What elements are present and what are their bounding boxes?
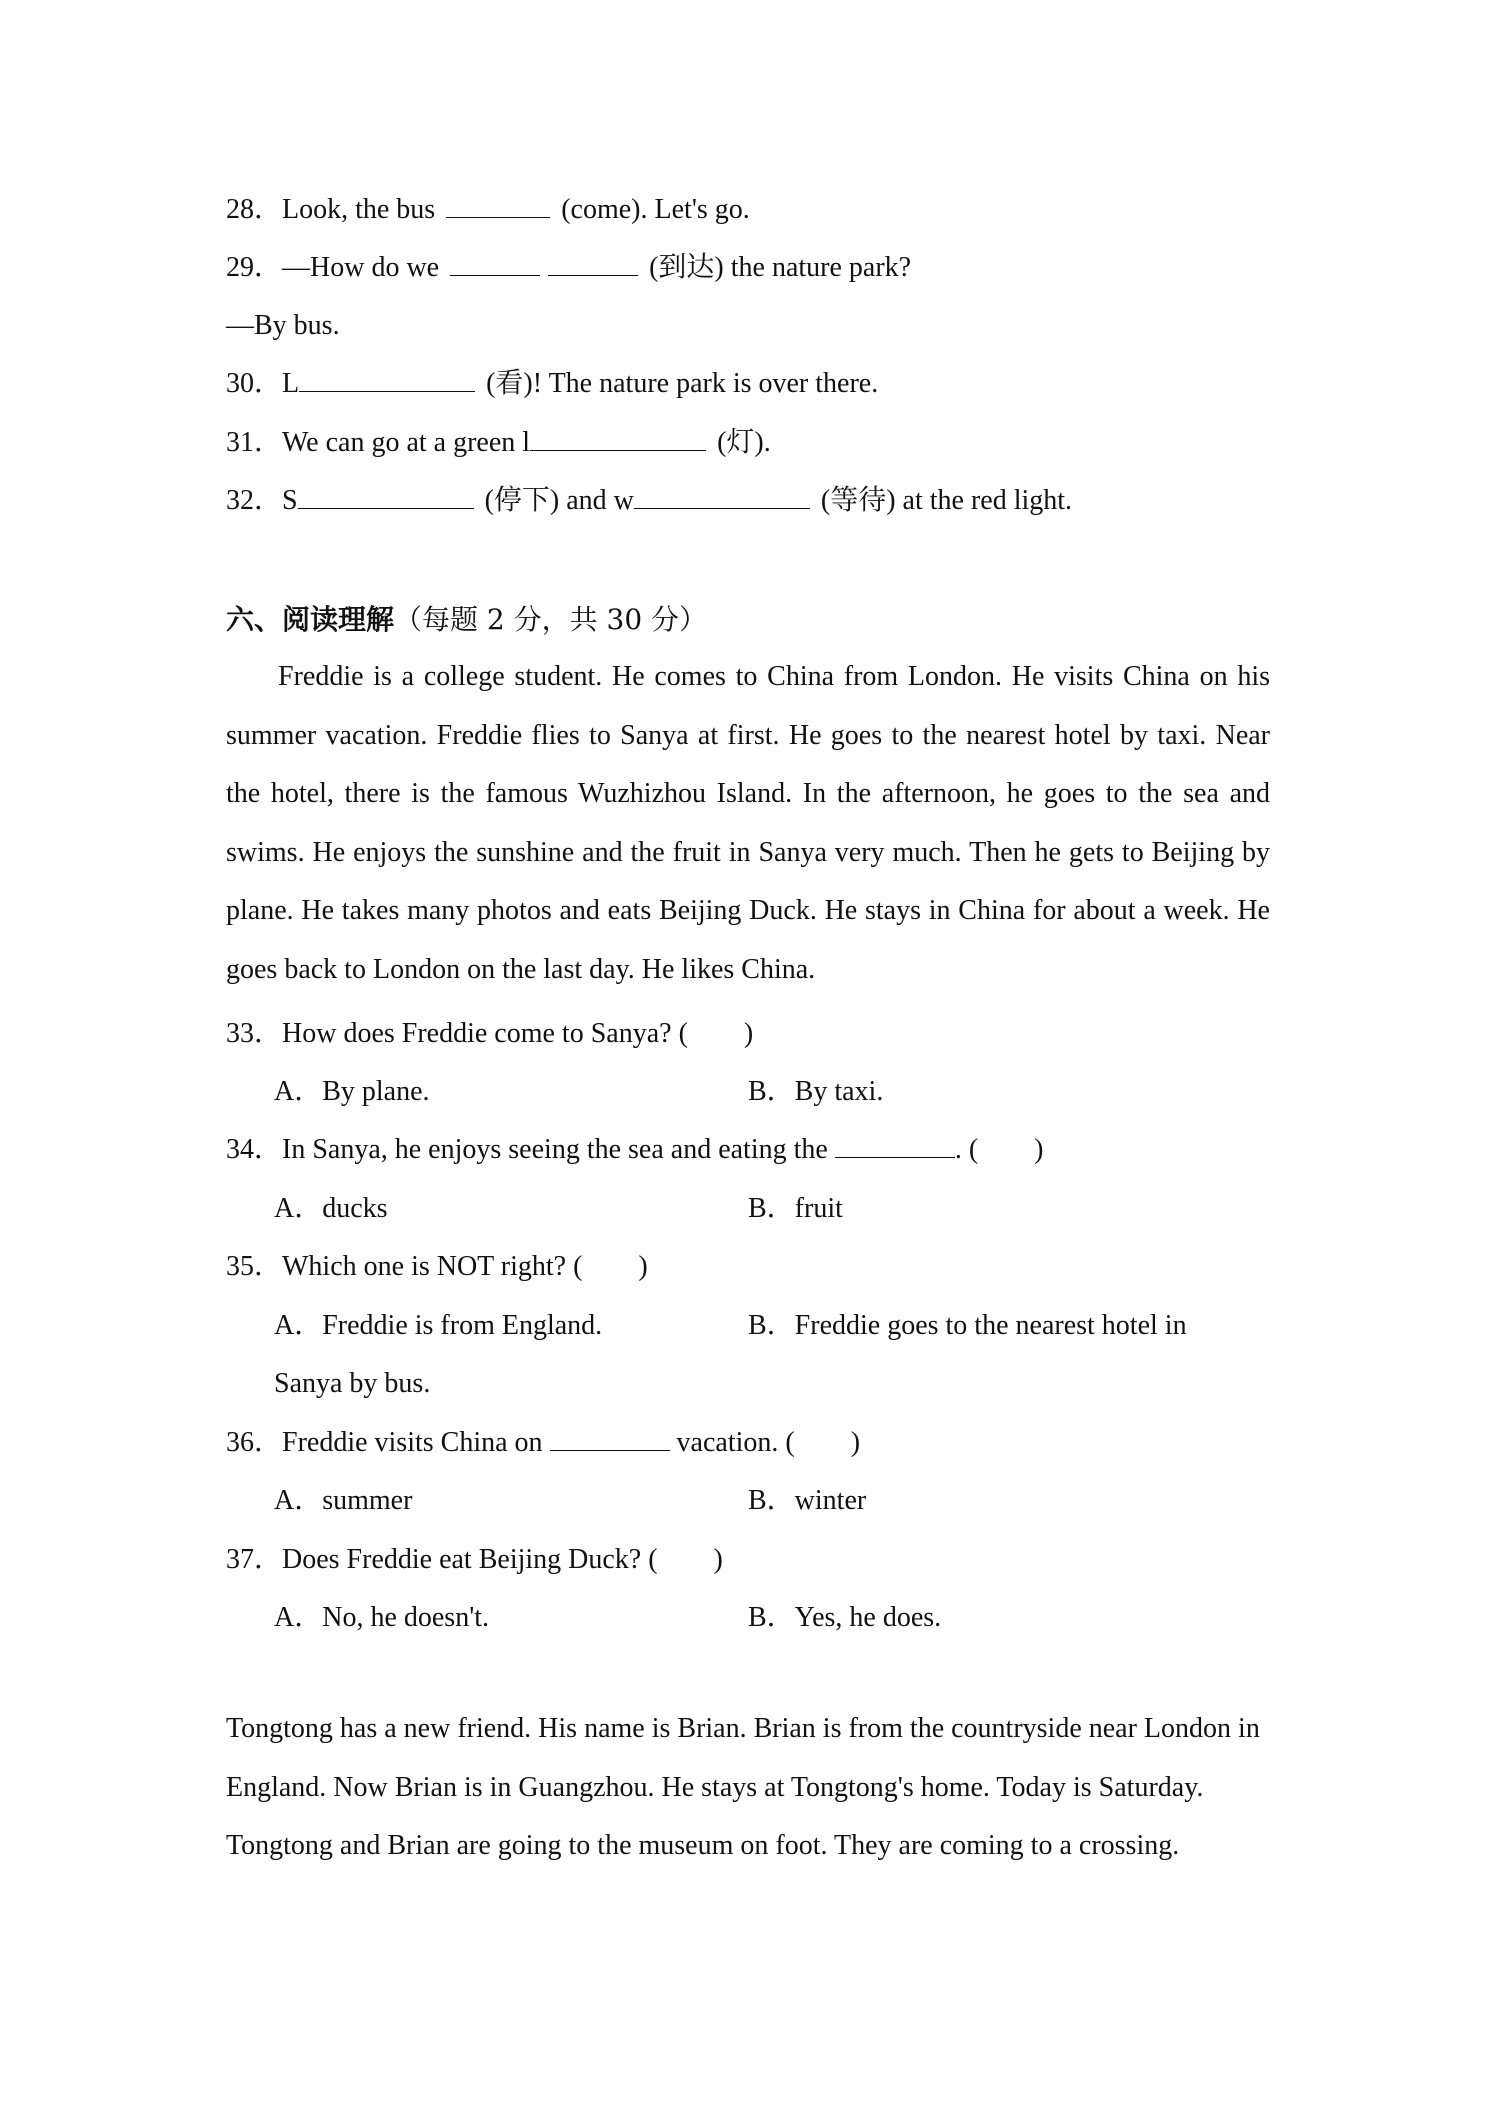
question-34: 34．In Sanya, he enjoys seeing the sea and eating the . ( ) (226, 1130, 1043, 1170)
question-33: 33．How does Freddie come to Sanya? ( ) (226, 1018, 754, 1049)
answer-blank[interactable] (548, 249, 638, 276)
options-35 (274, 1306, 1274, 1346)
question-37: 37．Does Freddie eat Beijing Duck? ( ) (226, 1544, 723, 1575)
option-b[interactable]: B．By taxi. (748, 1076, 884, 1107)
option-b[interactable]: B．Yes, he does. (748, 1602, 942, 1633)
options-37 (274, 1598, 1274, 1638)
answer-blank[interactable] (450, 249, 540, 276)
answer-blank[interactable] (298, 482, 474, 509)
question-30: 30．L (看)! The nature park is over there. (226, 364, 878, 404)
answer-blank[interactable] (634, 482, 810, 509)
option-b[interactable]: B．Freddie goes to the nearest hotel in (748, 1310, 1187, 1341)
option-b[interactable]: B．winter (748, 1485, 867, 1516)
answer-blank[interactable] (835, 1131, 955, 1158)
options-34 (274, 1189, 1274, 1229)
answer-blank[interactable] (530, 424, 706, 451)
question-32: 32．S (停下) and w (等待) at the red light. (226, 481, 1072, 521)
option-a[interactable]: A．No, he doesn't. (274, 1602, 490, 1633)
reading-passage-1: Freddie is a college student. He comes to China from London. He visits China on his summer vacation. Freddie flies to Sanya at first. He goes to the nearest hotel by taxi. Near the hotel, there is the famous Wuzhizhou Island. In the afternoon, he goes to the sea and swims. He enjoys the sunshine and the fruit in Sanya very much. Then he gets to Beijing by plane. He takes many photos and eats Beijing Duck. He stays in China for about a week. He goes back to London on the last day. He likes China. (226, 661, 1270, 985)
option-a[interactable]: A．By plane. (274, 1076, 430, 1107)
options-33 (274, 1072, 1274, 1112)
answer-blank[interactable] (446, 191, 550, 218)
option-b[interactable]: B．fruit (748, 1193, 843, 1224)
question-28: 28．Look, the bus (come). Let's go. (226, 190, 750, 230)
options-36 (274, 1481, 1274, 1521)
option-a[interactable]: A．summer (274, 1485, 413, 1516)
question-36: 36．Freddie visits China on vacation. ( ) (226, 1423, 860, 1463)
question-35: 35．Which one is NOT right? ( ) (226, 1251, 648, 1282)
option-a[interactable]: A．ducks (274, 1193, 388, 1224)
answer-blank[interactable] (550, 1424, 670, 1451)
option-a[interactable]: A．Freddie is from England. (274, 1310, 603, 1341)
question-31: 31．We can go at a green l (灯). (226, 423, 771, 463)
options-35-continued (274, 1364, 1274, 1404)
reading-passage-2: Tongtong has a new friend. His name is Brian. Brian is from the countryside near London in England. Now Brian is in Guangzhou. He stays at Tongtong's home. Today is Saturday. Tongtong and Brian are going to the museum on foot. They are coming to a crossing. (226, 1713, 1260, 1862)
section-heading: 六、阅读理解（每题 2 分，共 30 分） (226, 603, 708, 636)
answer-blank[interactable] (299, 365, 475, 392)
question-29: 29．—How do we (到达) the nature park? (226, 248, 911, 288)
option-b-continued: Sanya by bus. (274, 1368, 431, 1399)
question-29-answer: —By bus. (226, 310, 340, 341)
